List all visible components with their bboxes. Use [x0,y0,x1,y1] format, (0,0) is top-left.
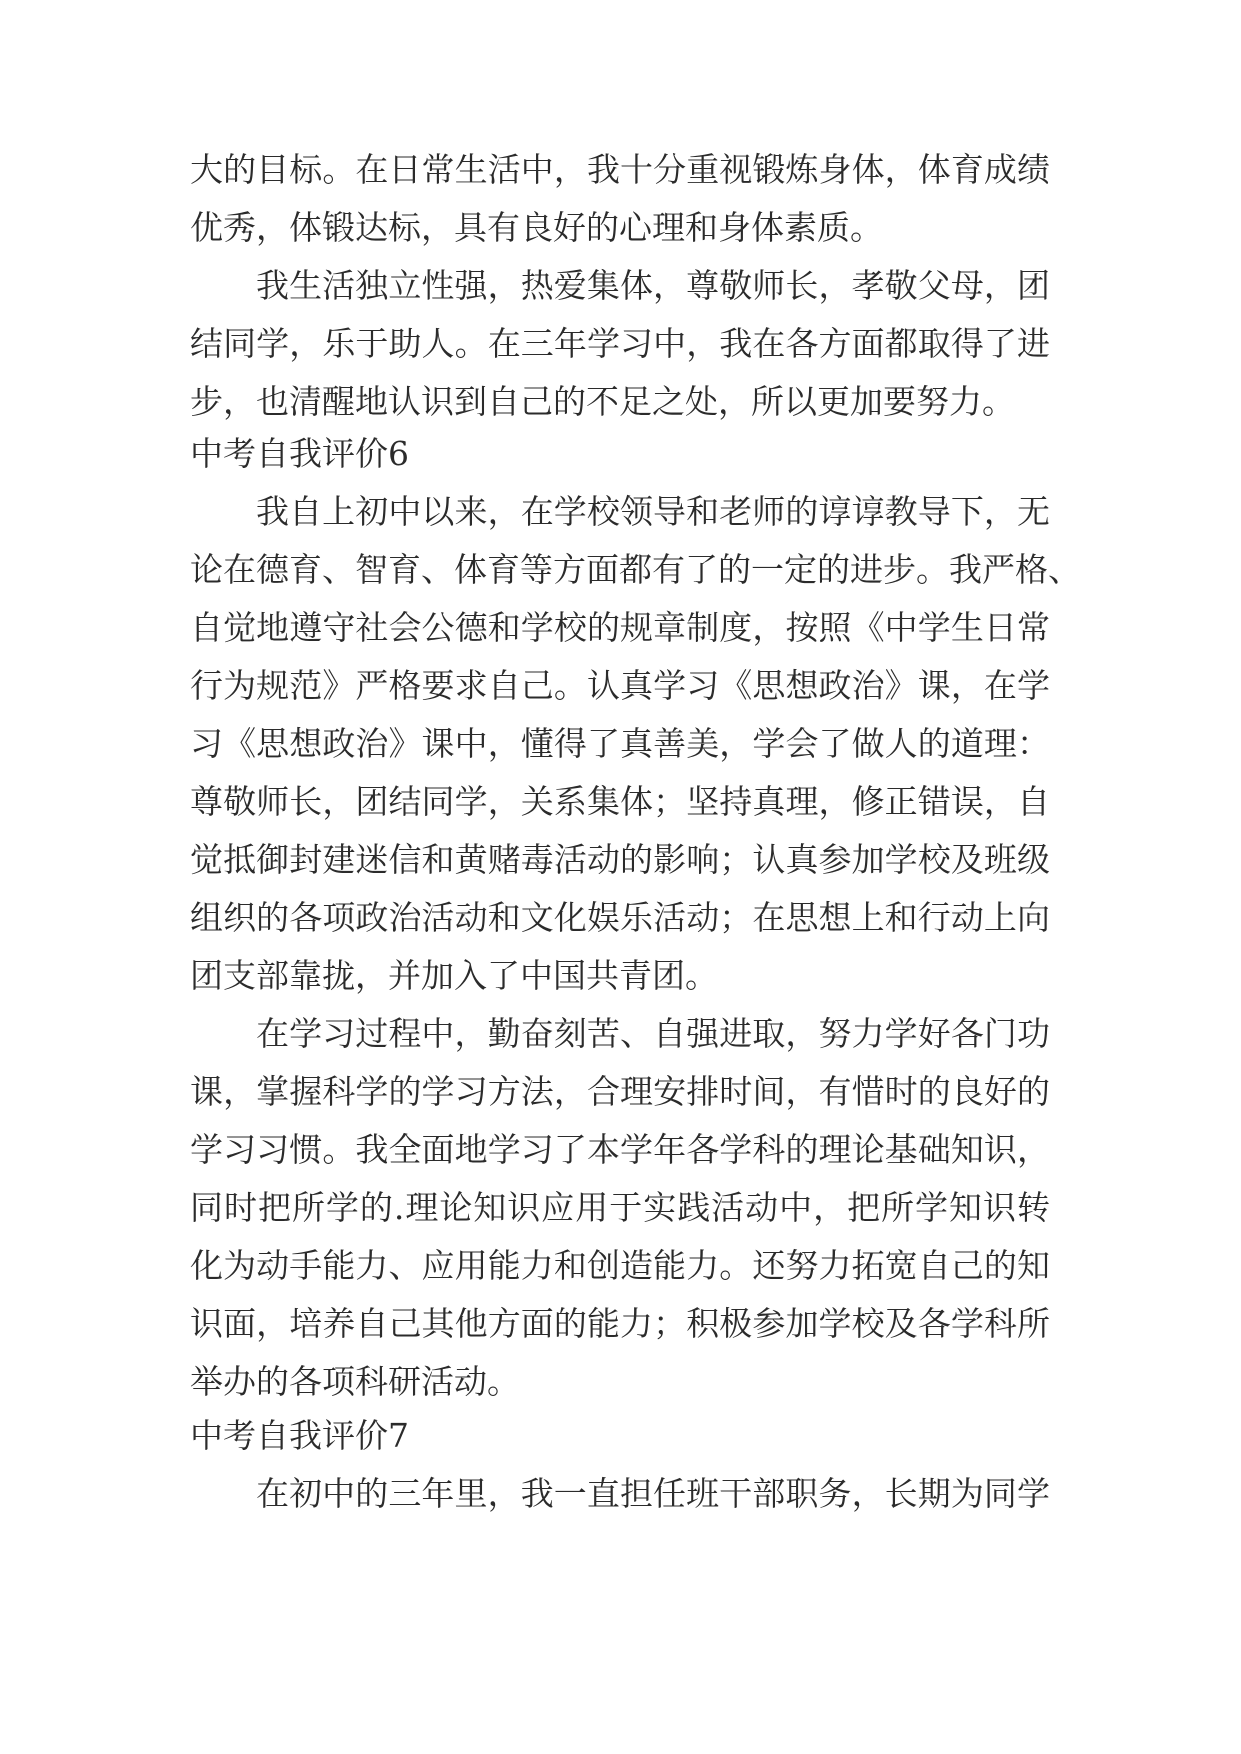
text-line: 课，掌握科学的学习方法，合理安排时间，有惜时的良好的 [190,1072,1050,1111]
section-heading: 中考自我评价6 [190,434,409,473]
text-line: 我自上初中以来，在学校领导和老师的谆谆教导下，无 [256,492,1050,531]
text-line: 团支部靠拢，并加入了中国共青团。 [190,956,718,995]
text-line: 尊敬师长，团结同学，关系集体；坚持真理，修正错误，自 [190,782,1050,821]
text-line: 我生活独立性强，热爱集体，尊敬师长，孝敬父母，团 [256,266,1050,305]
text-line: 优秀，体锻达标，具有良好的心理和身体素质。 [190,208,883,247]
text-line: 学习习惯。我全面地学习了本学年各学科的理论基础知识， [190,1130,1050,1169]
section-heading: 中考自我评价7 [190,1416,409,1455]
text-line: 同时把所学的.理论知识应用于实践活动中，把所学知识转 [190,1188,1050,1227]
text-line: 步，也清醒地认识到自己的不足之处，所以更加要努力。 [190,382,1015,421]
text-line: 结同学，乐于助人。在三年学习中，我在各方面都取得了进 [190,324,1050,363]
text-line: 大的目标。在日常生活中，我十分重视锻炼身体，体育成绩 [190,150,1050,189]
text-line: 觉抵御封建迷信和黄赌毒活动的影响；认真参加学校及班级 [190,840,1050,879]
text-line: 论在德育、智育、体育等方面都有了的一定的进步。我严格、 [190,550,1081,589]
text-line: 自觉地遵守社会公德和学校的规章制度，按照《中学生日常 [190,608,1050,647]
text-line: 在初中的三年里，我一直担任班干部职务，长期为同学 [256,1474,1050,1513]
text-line: 化为动手能力、应用能力和创造能力。还努力拓宽自己的知 [190,1246,1050,1285]
text-line: 组织的各项政治活动和文化娱乐活动；在思想上和行动上向 [190,898,1050,937]
text-line: 举办的各项科研活动。 [190,1362,520,1401]
text-line: 行为规范》严格要求自己。认真学习《思想政治》课，在学 [190,666,1050,705]
text-line: 习《思想政治》课中，懂得了真善美，学会了做人的道理： [190,724,1050,763]
text-line: 在学习过程中，勤奋刻苦、自强进取，努力学好各门功 [256,1014,1050,1053]
text-line: 识面，培养自己其他方面的能力；积极参加学校及各学科所 [190,1304,1050,1343]
